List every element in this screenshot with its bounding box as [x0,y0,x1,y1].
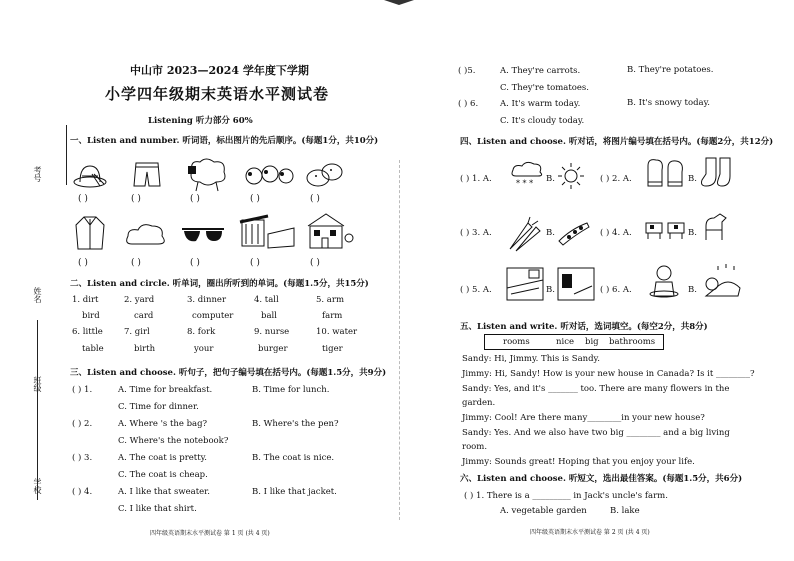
word-item[interactable]: 1. dirt [72,295,99,305]
word-item[interactable]: 3. dinner [187,295,227,305]
option-b-label: B. [546,174,555,184]
sun-icon [557,162,585,190]
question-paren[interactable]: ( ) 1. [72,385,93,395]
picture-question[interactable]: ( ) 2. A. [600,174,632,184]
word-item[interactable]: 4. tall [254,295,279,305]
binding-mark [384,0,414,6]
word-bank-item: rooms [503,337,530,347]
dialogue-line[interactable]: Sandy: Yes. And we also have two big ________ and a big living [462,428,730,438]
section6-heading: 六、Listen and choose. 听短文，选出最佳答案。(每题1.5分，共6分) [460,474,743,484]
sleeping-child-icon [698,262,742,300]
word-item[interactable]: 5. arm [316,295,345,305]
answer-paren[interactable]: ( ) [190,194,200,204]
page-footer: 四年级英语期末水平测试卷 第 2 页 (共 4 页) [530,529,650,536]
cows-icon [644,215,688,243]
option-a[interactable]: A. Where 's the bag? [118,419,208,429]
side-label-school: 学校 [33,478,42,494]
potatoes-icon [304,160,344,190]
word-item[interactable]: your [194,344,214,354]
option-b[interactable]: B. It's snowy today. [627,98,710,108]
exam-title-line1: 中山市 2023—2024 学年度下学期 [130,64,309,77]
option-a[interactable]: A. Time for breakfast. [118,385,213,395]
option-b-label: B. [688,228,697,238]
option-b[interactable]: B. The coat is nice. [252,453,335,463]
dialogue-line[interactable]: Sandy: Yes, and it's _______ too. There are many flowers in the [462,384,730,394]
answer-paren[interactable]: ( ) [250,258,260,268]
word-item[interactable]: bird [82,311,100,321]
option-a[interactable]: A. It's warm today. [500,99,581,109]
answer-paren[interactable]: ( ) [190,258,200,268]
hat-icon [72,160,108,190]
word-item[interactable]: farm [322,311,343,321]
option-b[interactable]: B. They're potatoes. [627,65,714,75]
option-a[interactable]: A. They're carrots. [500,66,581,76]
word-item[interactable]: 6. little [72,327,103,337]
option-c[interactable]: C. Where's the notebook? [118,436,229,446]
option-c[interactable]: C. The coat is cheap. [118,470,208,480]
word-bank-item: nice [556,337,574,347]
page-footer: 四年级英语期末水平测试卷 第 1 页 (共 4 页) [150,530,270,537]
question-paren[interactable]: ( ) 3. [72,453,93,463]
sheep-group-icon [244,162,294,190]
horse-icon [700,210,734,244]
picture-question[interactable]: ( ) 6. A. [600,285,632,295]
dialogue-line: Sandy: Hi, Jimmy. This is Sandy. [462,354,600,364]
sunglasses-icon [180,225,226,247]
option-b[interactable]: B. Time for lunch. [252,385,330,395]
word-item[interactable]: table [82,344,104,354]
dialogue-line: room. [462,442,488,452]
word-item[interactable]: 8. fork [187,327,216,337]
kitchen-room-icon [505,266,545,302]
dialogue-line: Jimmy: Sounds great! Hoping that you enjoy your life. [462,457,695,467]
word-item[interactable]: 10. water [316,327,358,337]
listening-label: Listening 听力部分 60% [148,116,253,126]
option-b-label: B. [546,285,555,295]
word-item[interactable]: computer [192,311,234,321]
answer-paren[interactable]: ( ) [78,258,88,268]
picture-question[interactable]: ( ) 5. A. [460,285,492,295]
answer-paren[interactable]: ( ) [131,194,141,204]
word-item[interactable]: card [134,311,154,321]
center-fold-line [399,160,400,520]
option-b-label: B. [688,285,697,295]
exam-title: 小学四年级期末英语水平测试卷 [105,85,330,103]
section2-heading: 二、Listen and circle. 听单词，圈出所听到的单词。(每题1.5分，共15分) [70,279,369,289]
house-icon [304,212,354,250]
cloud-icon [124,222,168,248]
side-label-class: 班级 [33,376,42,392]
mittens-icon [644,156,688,190]
option-a[interactable]: A. I like that sweater. [118,487,211,497]
picture-question[interactable]: ( ) 1. A. [460,174,492,184]
option-b[interactable]: B. I like that jacket. [252,487,337,497]
dialogue-line: garden. [462,398,496,408]
picture-question[interactable]: ( ) 3. A. [460,228,492,238]
answer-paren[interactable]: ( ) [78,194,88,204]
option-a[interactable]: A. The coat is pretty. [118,453,208,463]
shorts-icon [132,160,162,190]
dialogue-line[interactable]: Jimmy: Hi, Sandy! How is your new house in Canada? Is it ________? [462,369,755,379]
answer-paren[interactable]: ( ) [310,258,320,268]
bedroom-icon [556,266,596,302]
socks-icon [700,156,734,190]
word-item[interactable]: 9. nurse [254,327,290,337]
question-paren[interactable]: ( ) 6. [458,99,479,109]
farm-scene-icon [238,214,296,250]
snowy-cloud-icon [510,160,544,190]
word-item[interactable]: tiger [322,344,343,354]
boy-eating-icon [646,264,682,300]
option-a[interactable]: A. vegetable garden [500,506,587,516]
picture-question[interactable]: ( ) 4. A. [600,228,632,238]
option-c[interactable]: C. Time for dinner. [118,402,199,412]
option-c[interactable]: C. I like that shirt. [118,504,197,514]
option-b-label: B. [546,228,555,238]
word-item[interactable]: 7. girl [124,327,150,337]
question-paren[interactable]: ( ) 4. [72,487,93,497]
word-item[interactable]: ball [261,311,277,321]
section5-heading: 五、Listen and write. 听对话，选词填空。(每空2分，共8分) [460,322,708,332]
peas-icon [557,215,591,247]
word-item[interactable]: birth [134,344,156,354]
answer-paren[interactable]: ( ) [131,258,141,268]
section1-heading: 一、Listen and number. 听词语，标出图片的先后顺序。(每题1分，共10分) [70,136,379,146]
sheep-icon [186,156,230,192]
side-label-exam-number: 考号 [33,166,42,182]
option-b[interactable]: B. lake [610,506,640,516]
question-paren[interactable]: ( )5. [458,66,476,76]
side-label-name: 姓名 [33,287,42,303]
answer-paren[interactable]: ( ) [310,194,320,204]
question-line[interactable]: ( ) 1. There is a _________ in Jack's uncle's farm. [464,491,668,501]
section4-heading: 四、Listen and choose. 听对话，将图片编号填在括号内。(每题2分，共12分) [460,137,774,147]
carrots-icon [506,215,542,253]
option-c[interactable]: C. They're tomatoes. [500,83,590,93]
answer-paren[interactable]: ( ) [250,194,260,204]
option-c[interactable]: C. It's cloudy today. [500,116,585,126]
svg-text:* * *: * * * [516,179,534,188]
binding-line [37,320,38,500]
word-bank-item: bathrooms [609,337,656,347]
word-item[interactable]: 2. yard [124,295,155,305]
option-b-label: B. [688,174,697,184]
option-b[interactable]: B. Where's the pen? [252,419,339,429]
binding-line [66,125,67,185]
question-paren[interactable]: ( ) 2. [72,419,93,429]
word-item[interactable]: burger [258,344,288,354]
dialogue-line[interactable]: Jimmy: Cool! Are there many________in your new house? [462,413,705,423]
jacket-icon [74,215,106,251]
section3-heading: 三、Listen and choose. 听句子，把句子编号填在括号内。(每题1.5分，共9分) [70,368,387,378]
word-bank-item: big [585,337,599,347]
